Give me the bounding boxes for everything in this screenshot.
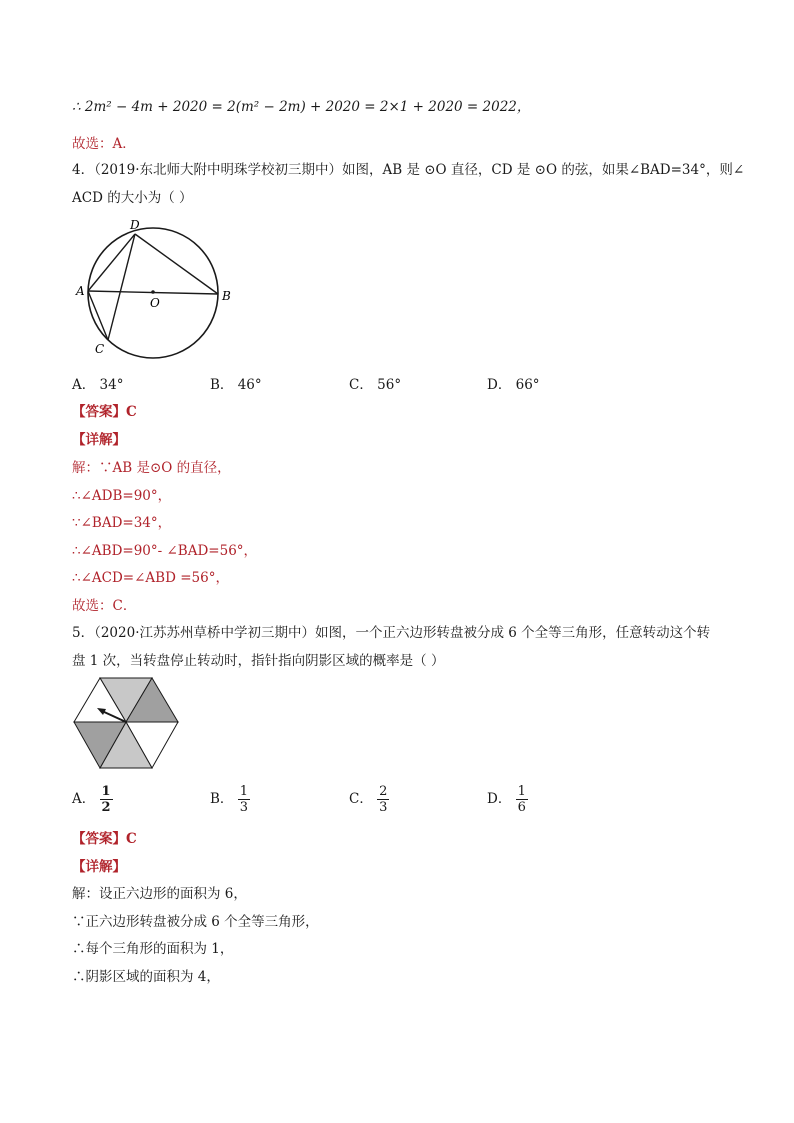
chord-ac bbox=[88, 291, 108, 340]
q5-option-c: C． $\frac{2}{3}$ bbox=[349, 784, 388, 815]
q4-solution-line: ∴∠ACD=∠ABD =56°， bbox=[72, 570, 229, 586]
fraction: $\frac{1}{2}$ bbox=[101, 784, 111, 815]
fraction: $\frac{1}{6}$ bbox=[517, 784, 526, 815]
q5-solution-line: ∴每个三角形的面积为 1， bbox=[72, 941, 234, 957]
q4-solution-line: ∴∠ADB=90°， bbox=[72, 488, 172, 504]
q4-stem-line2: ACD 的大小为（ ） bbox=[72, 190, 193, 206]
q5-solution-line: 解：设正六边形的面积为 6， bbox=[72, 886, 247, 902]
q4-option-a: A． 34° bbox=[72, 377, 124, 393]
fraction: $\frac{2}{3}$ bbox=[379, 784, 388, 815]
q5-option-b: B． $\frac{1}{3}$ bbox=[210, 784, 248, 815]
q4-solution-line: 解：∵AB 是⊙O 的直径， bbox=[72, 460, 231, 476]
q4-option-d: D． 66° bbox=[487, 377, 540, 393]
label-c: C bbox=[95, 342, 105, 356]
q3-choose: 故选：A． bbox=[72, 136, 136, 152]
q4-solution-choose: 故选：C． bbox=[72, 598, 137, 614]
q5-stem-line2: 盘 1 次，当转盘停止转动时，指针指向阴影区域的概率是（ ） bbox=[72, 653, 445, 669]
fraction: $\frac{1}{3}$ bbox=[239, 784, 248, 815]
q5-stem-line1: 5．（2020·江苏苏州草桥中学初三期中）如图，一个正六边形转盘被分成 6 个全等三角形，任意转动这个转 bbox=[72, 625, 711, 641]
label-o: O bbox=[150, 296, 160, 310]
q4-option-b: B． 46° bbox=[210, 377, 262, 393]
q3-formula: ∴ 2m² − 4m + 2020 = 2(m² − 2m) + 2020 = 2×1 + 2020 = 2022， bbox=[72, 99, 531, 115]
q5-solution-line: ∵正六边形转盘被分成 6 个全等三角形， bbox=[72, 914, 319, 930]
q5-hexagon-spinner bbox=[72, 676, 180, 772]
q4-circle-figure bbox=[70, 214, 240, 362]
q5-option-d: D． $\frac{1}{6}$ bbox=[487, 784, 526, 815]
q5-answer: 【答案】C bbox=[72, 831, 137, 847]
label-a: A bbox=[76, 284, 85, 298]
q4-answer: 【答案】C bbox=[72, 404, 137, 420]
label-d: D bbox=[130, 218, 140, 232]
q4-option-c: C． 56° bbox=[349, 377, 402, 393]
q5-detail-heading: 【详解】 bbox=[72, 859, 126, 875]
q4-detail-heading: 【详解】 bbox=[72, 432, 126, 448]
q4-stem-line1: 4．（2019·东北师大附中明珠学校初三期中）如图，AB 是 ⊙O 直径，CD 是 ⊙O 的弦，如果∠BAD=34°，则∠ bbox=[72, 162, 745, 178]
q4-solution-line: ∴∠ABD=90°- ∠BAD=56°， bbox=[72, 543, 258, 559]
q4-solution-line: ∵∠BAD=34°， bbox=[72, 515, 172, 531]
center-dot bbox=[151, 290, 155, 294]
chord-db bbox=[135, 234, 218, 294]
q5-option-a: A． $\frac{1}{2}$ bbox=[72, 784, 111, 815]
label-b: B bbox=[222, 289, 231, 303]
q5-solution-line: ∴阴影区域的面积为 4， bbox=[72, 969, 220, 985]
